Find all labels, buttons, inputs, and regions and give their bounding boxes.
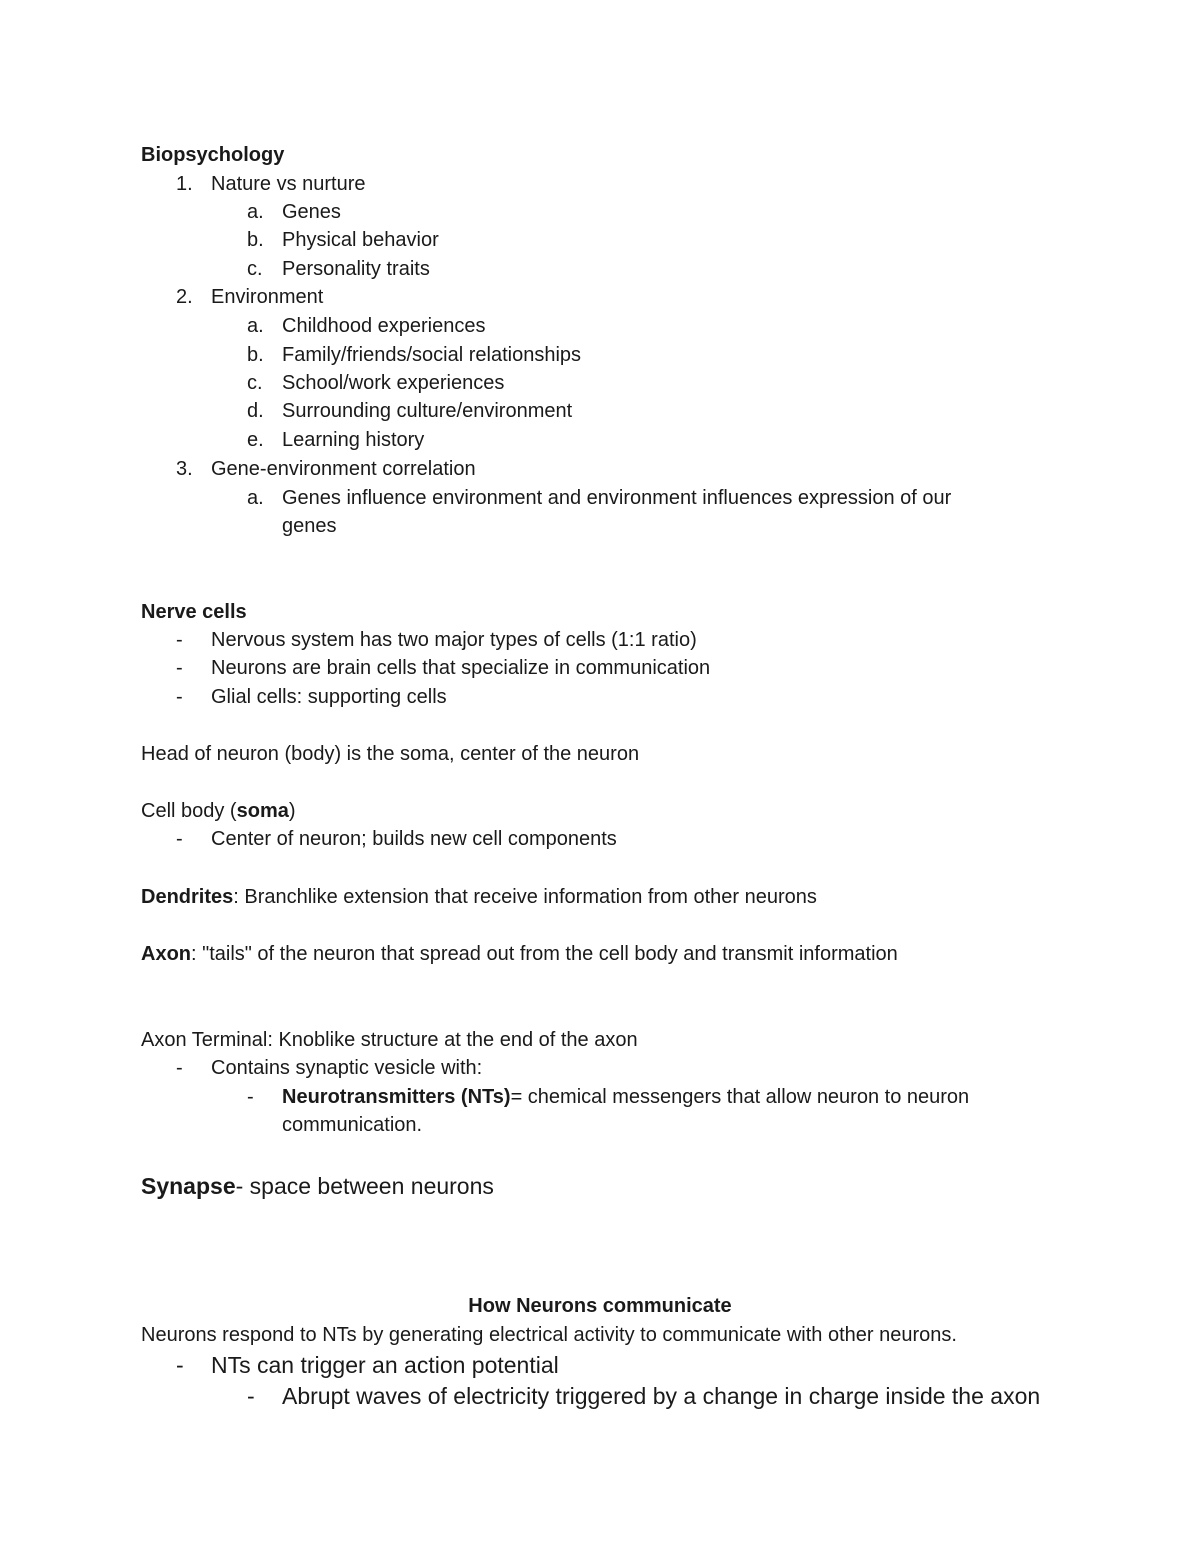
term-dendrites: Dendrites (141, 886, 234, 908)
term-axon: Axon (141, 943, 191, 965)
paragraph-how-neurons-intro: Neurons respond to NTs by generating electrical activity to communicate with other neurons. (141, 1324, 957, 1346)
list-marker: a. (247, 315, 264, 337)
paragraph-dendrites (141, 885, 817, 909)
term-soma: soma (236, 800, 289, 822)
list-item: Learning history (282, 429, 425, 451)
bullet-item-neurotransmitters (282, 1085, 969, 1109)
synapse-definition: - space between neurons (235, 1173, 494, 1199)
bullet-dash: - (247, 1086, 254, 1108)
bullet-dash: - (176, 686, 183, 708)
list-item: Childhood experiences (282, 315, 486, 337)
bullet-item: Center of neuron; builds new cell components (211, 828, 617, 850)
bullet-item: NTs can trigger an action potential (211, 1352, 559, 1378)
bullet-item: Abrupt waves of electricity triggered by a change in charge inside the axon (282, 1383, 1041, 1409)
list-marker: 3. (176, 458, 193, 480)
list-item-continuation: genes (282, 515, 337, 537)
bullet-item: Contains synaptic vesicle with: (211, 1057, 483, 1079)
bullet-dash: - (176, 657, 183, 679)
paragraph-axon-terminal: Axon Terminal: Knoblike structure at the end of the axon (141, 1029, 638, 1051)
list-marker: a. (247, 201, 264, 223)
bullet-dash: - (176, 1057, 183, 1079)
paragraph-axon (141, 942, 898, 966)
bullet-dash: - (247, 1383, 255, 1409)
list-item: Nature vs nurture (211, 173, 366, 195)
list-item: Personality traits (282, 258, 430, 280)
bullet-item: Neurons are brain cells that specialize in communication (211, 657, 711, 679)
bullet-dash: - (176, 1352, 184, 1378)
list-marker: b. (247, 344, 264, 366)
paragraph-synapse (141, 1172, 494, 1200)
list-marker: c. (247, 372, 263, 394)
bullet-item: Glial cells: supporting cells (211, 686, 447, 708)
bullet-dash: - (176, 629, 183, 651)
list-item: School/work experiences (282, 372, 505, 394)
list-item: Surrounding culture/environment (282, 400, 573, 422)
axon-definition: : "tails" of the neuron that spread out from the cell body and transmit information (191, 943, 898, 965)
list-item: Physical behavior (282, 229, 439, 251)
list-marker: c. (247, 258, 263, 280)
bullet-item: Nervous system has two major types of cells (1:1 ratio) (211, 629, 697, 651)
paragraph-cell-body (141, 799, 296, 823)
section-heading-biopsychology: Biopsychology (141, 144, 285, 166)
list-marker: d. (247, 400, 264, 422)
list-item: Gene-environment correlation (211, 458, 476, 480)
bullet-item-continuation: communication. (282, 1114, 423, 1136)
neurotransmitters-definition: = chemical messengers that allow neuron to neuron (510, 1086, 970, 1108)
term-synapse: Synapse (141, 1173, 236, 1199)
list-item: Family/friends/social relationships (282, 344, 582, 366)
dendrites-definition: : Branchlike extension that receive information from other neurons (233, 886, 817, 908)
bullet-dash: - (176, 828, 183, 850)
section-heading-how-neurons-communicate: How Neurons communicate (468, 1295, 732, 1317)
cell-body-suffix: ) (288, 800, 296, 822)
cell-body-prefix: Cell body ( (141, 800, 237, 822)
list-item: Genes influence environment and environment influences expression of our (282, 487, 952, 509)
list-marker: a. (247, 487, 264, 509)
list-item: Environment (211, 286, 324, 308)
section-heading-nerve-cells: Nerve cells (141, 601, 247, 623)
term-neurotransmitters: Neurotransmitters (NTs) (282, 1086, 511, 1108)
paragraph-head-of-neuron: Head of neuron (body) is the soma, center of the neuron (141, 743, 640, 765)
list-marker: e. (247, 429, 264, 451)
list-item: Genes (282, 201, 341, 223)
list-marker: b. (247, 229, 264, 251)
list-marker: 2. (176, 286, 193, 308)
list-marker: 1. (176, 173, 193, 195)
